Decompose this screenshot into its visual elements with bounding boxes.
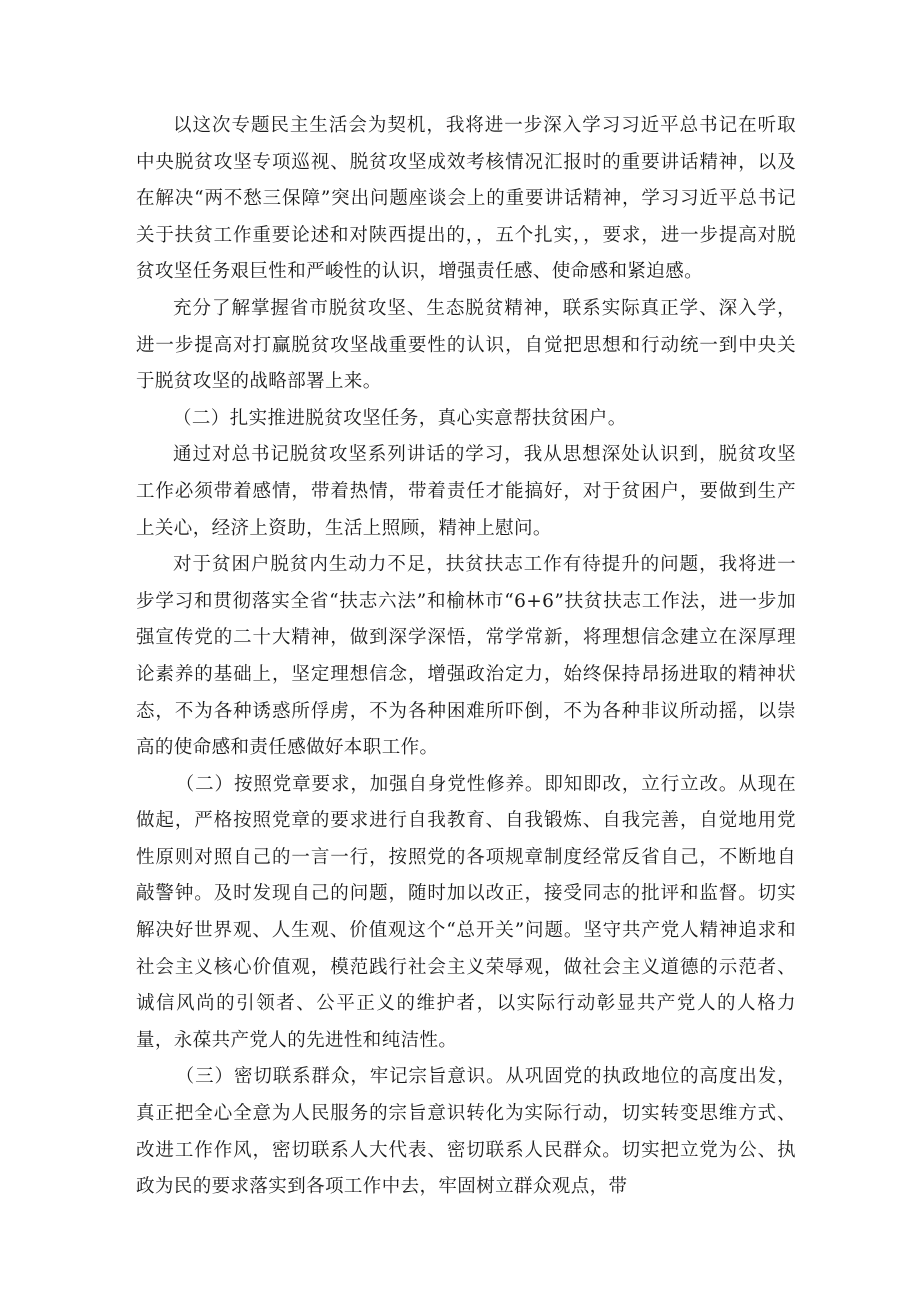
paragraph-study-speech: 以这次专题民主生活会为契机，我将进一步深入学习习近平总书记在听取中央脱贫攻坚专项巡视、脱贫攻坚成效考核情况汇报时的重要讲话精神，以及在解决“两不愁三保障”突出问题座谈会上的重要讲话精神，学习习近平总书记关于扶贫工作重要论述和对陕西提出的，，五个扎实，，要求，进一步提高对脱贫攻坚任务艰巨性和严峻性的认识，增强责任感、使命感和紧迫感。 [136, 115, 796, 283]
section-heading-poverty-tasks: （二）扎实推进脱贫攻坚任务，真心实意帮扶贫困户。 [173, 407, 627, 429]
document-body [136, 108, 796, 1206]
paragraph-poverty-speech: 通过对总书记脱贫攻坚系列讲话的学习，我从思想深处认识到，脱贫攻坚工作必须带着感情，带着热情，带着责任才能搞好，对于贫困户，要做到生产上关心，经济上资助，生活上照顾，精神上慰问。 [136, 444, 796, 539]
paragraph-understand-spirit: 充分了解掌握省市脱贫攻坚、生态脱贫精神，联系实际真正学、深入学，进一步提高对打赢脱贫攻坚战重要性的认识，自觉把思想和行动统一到中央关于脱贫攻坚的战略部署上来。 [136, 297, 796, 393]
paragraph-motivation: 对于贫困户脱贫内生动力不足，扶贫扶志工作有待提升的问题，我将进一步学习和贯彻落实全省“扶志六法”和榆林市“6+6”扶贫扶志工作法，进一步加强宣传党的二十大精神，做到深学深悟，常学常新，将理想信念建立在深厚理论素养的基础上，坚定理想信念，增强政治定力，始终保持昂扬进取的精神状态，不为各种诱惑所俘虏，不为各种困难所吓倒，不为各种非议所动摇，以崇高的使命感和责任感做好本职工作。 [136, 554, 796, 759]
paragraph-party-constitution: （二）按照党章要求，加强自身党性修养。即知即改，立行立改。从现在做起，严格按照党章的要求进行自我教育、自我锻炼、自我完善，自觉地用党性原则对照自己的一言一行，按照党的各项规章制度经常反省自己，不断地自敲警钟。及时发现自己的问题，随时加以改正，接受同志的批评和监督。切实解决好世界观、人生观、价值观这个“总开关”问题。坚守共产党人精神追求和社会主义核心价值观，模范践行社会主义荣辱观，做社会主义道德的示范者、诚信风尚的引领者、公平正义的维护者，以实际行动彰显共产党人的人格力量，永葆共产党人的先进性和纯洁性。 [136, 773, 796, 1051]
paragraph-contact-masses: （三）密切联系群众，牢记宗旨意识。从巩固党的执政地位的高度出发，真正把全心全意为人民服务的宗旨意识转化为实际行动，切实转变思维方式、改进工作作风，密切联系人大代表、密切联系人民群众。切实把立党为公、执政为民的要求落实到各项工作中去，牢固树立群众观点，带 [136, 1066, 796, 1198]
